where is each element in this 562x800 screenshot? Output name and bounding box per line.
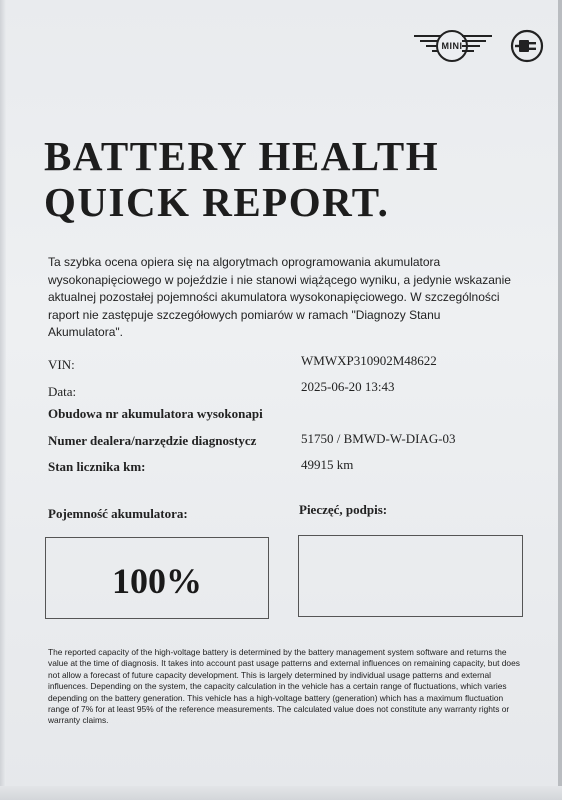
- mini-logo-wing-right: [462, 35, 492, 55]
- disclaimer-footnote: The reported capacity of the high-voltage battery is determined by the battery management system software and returns the value at the time of diagnosis. It takes into account past usage patterns and external influences on remaining capacity, but does not allow a forecast of future capacity development. This is largely determined by individual usage patterns and external influences. Depending on the system, the capacity calculation in the vehicle has a certain range of fluctuations, which varies depending on the battery generation. This vehicle has a high-voltage battery (generation) which has a maximum fluctuation range of 7% for at least 95% of the reference measurements. The calculated value does not constitute any warranty rights or warranty claims.: [48, 647, 520, 726]
- paper-edge-right: [558, 0, 562, 800]
- capacity-label: Pojemność akumulatora:: [48, 506, 188, 521]
- paper-shadow-left: [0, 0, 6, 800]
- date-value: 2025-06-20 13:43: [301, 379, 395, 394]
- date-label: Data:: [48, 384, 77, 399]
- stamp-label: Pieczęć, podpis:: [299, 502, 388, 517]
- paper-edge-bottom: [0, 786, 562, 800]
- dealer-tool-label: Numer dealera/narzędzie diagnostycz: [48, 433, 257, 448]
- report-title: BATTERY HEALTH QUICK REPORT.: [44, 133, 440, 225]
- odometer-value: 49915 km: [301, 457, 354, 472]
- capacity-box: [45, 537, 269, 619]
- header-logos: [414, 28, 544, 64]
- mini-logo-badge: MINI: [436, 30, 468, 62]
- capacity-value: 100%: [112, 561, 202, 601]
- stamp-signature-box: [298, 535, 523, 617]
- dealer-tool-value: 51750 / BMWD-W-DIAG-03: [301, 431, 456, 446]
- odometer-label: Stan licznika km:: [48, 459, 146, 474]
- vin-label: VIN:: [48, 357, 75, 372]
- mini-logo-icon: [414, 28, 492, 64]
- electric-plug-icon: [510, 29, 544, 63]
- vin-value: WMWXP310902M48622: [301, 353, 437, 368]
- battery-housing-label: Obudowa nr akumulatora wysokonapi: [48, 406, 263, 421]
- intro-paragraph: Ta szybka ocena opiera się na algorytmach oprogramowania akumulatora wysokonapięciowego w pojeździe i nie stanowi wiążącego wyniku, a jedynie wskazanie aktualnej pozostałej pojemności akumulatora wysokonapięciowego. W szczególności raport nie zastępuje szczegółowych pomiarów w ramach "Diagnozy Stanu Akumulatora".: [48, 255, 511, 339]
